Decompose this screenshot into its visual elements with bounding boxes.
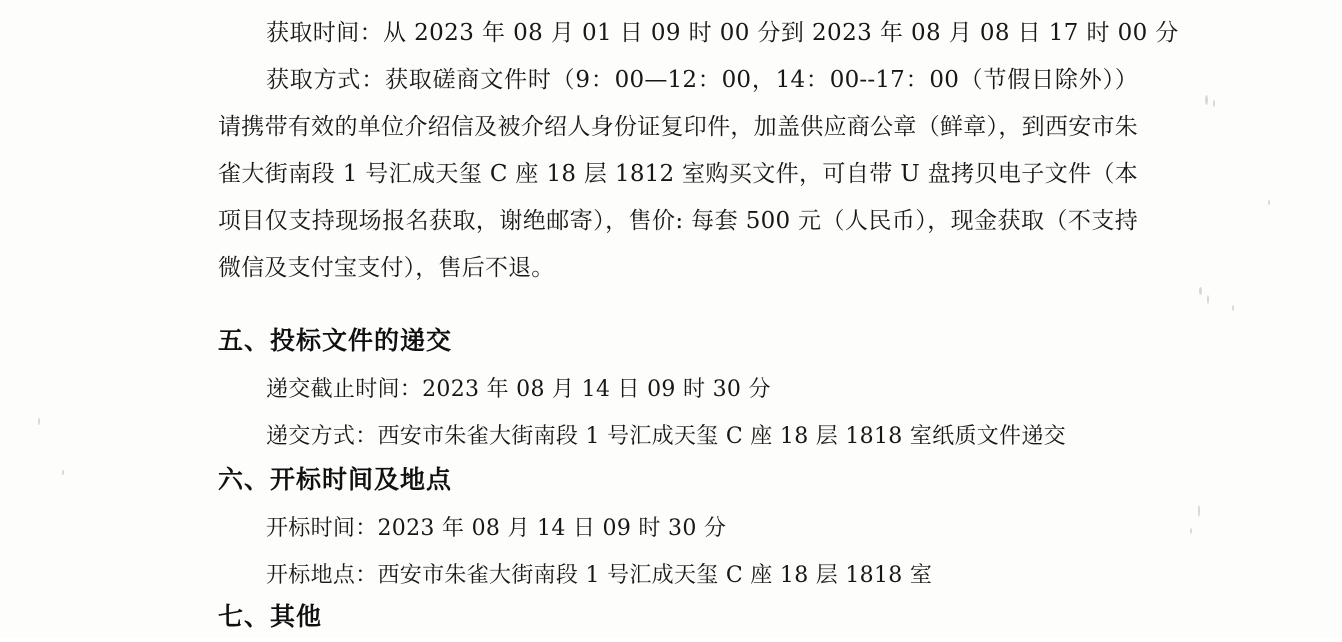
scan-speck — [1268, 200, 1270, 205]
acquire-time-line: 获取时间：从 2023 年 08 月 01 日 09 时 00 分到 2023 年 08 月 08 日 17 时 00 分 — [266, 20, 1179, 46]
scan-speck — [1205, 95, 1208, 105]
section-seven-heading: 七、其他 — [218, 602, 323, 631]
scan-speck — [62, 470, 64, 475]
scan-speck — [1198, 505, 1200, 517]
scan-speck — [38, 418, 40, 425]
section-five-heading: 五、投标文件的递交 — [218, 326, 453, 355]
acquire-time-block — [218, 10, 1179, 57]
section-seven — [218, 592, 1138, 642]
section-six-heading: 六、开标时间及地点 — [218, 465, 453, 494]
section-six-item-1: 开标时间：2023 年 08 月 14 日 09 时 30 分 — [266, 516, 727, 541]
acquire-method-block — [218, 57, 1138, 292]
scan-speck — [1213, 100, 1215, 107]
section-six — [218, 455, 1138, 599]
scan-speck — [1207, 295, 1209, 304]
acquire-method-paragraph: 获取方式：获取磋商文件时（9：00—12：00，14：00--17：00（节假日除外））请携带有效的单位介绍信及被介绍人身份证复印件，加盖供应商公章（鲜章），到西安市朱雀大街南段 1 号汇成天玺 C 座 18 层 1812 室购买文件，可自带 U 盘拷贝电子文件（本项目仅支持现场报名获取，谢绝邮寄），售价: 每套 500 元（人民币），现金获取（不支持微信及支付宝支付），售后不退。 — [218, 67, 1138, 281]
section-six-item-2: 开标地点：西安市朱雀大街南段 1 号汇成天玺 C 座 18 层 1818 室 — [266, 563, 933, 588]
scan-speck — [1199, 287, 1202, 295]
section-five-item-2: 递交方式：西安市朱雀大街南段 1 号汇成天玺 C 座 18 层 1818 室纸质文件递交 — [266, 424, 1066, 449]
section-five-item-1: 递交截止时间：2023 年 08 月 14 日 09 时 30 分 — [266, 377, 771, 402]
section-five — [218, 316, 1138, 460]
scan-speck — [1190, 528, 1192, 534]
scan-speck — [1232, 305, 1234, 311]
